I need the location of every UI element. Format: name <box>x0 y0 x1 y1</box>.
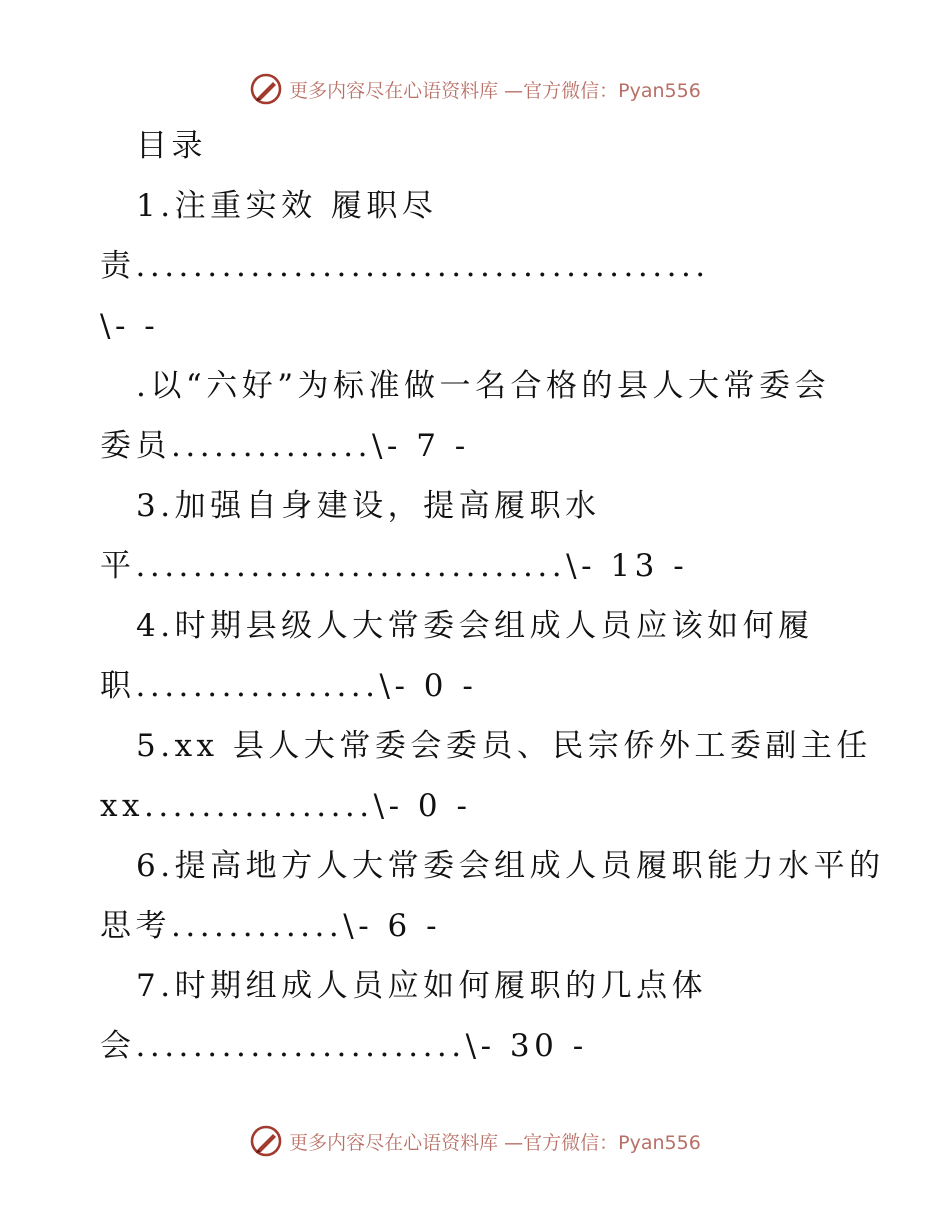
watermark-main-text: 更多内容尽在心语资料库 <box>289 79 499 102</box>
pen-logo-icon <box>249 72 283 106</box>
watermark-main-text: 更多内容尽在心语资料库 <box>289 1131 499 1154</box>
toc-line: .以“六好”为标准做一名合格的县人大常委会 <box>136 368 831 404</box>
toc-line: xx................\- 0 - <box>100 788 472 824</box>
toc-line: 委员..............\- 7 - <box>100 428 470 464</box>
toc-line: 平..............................\- 13 - <box>100 548 689 584</box>
pen-logo-icon <box>249 1124 283 1158</box>
toc-line: 责........................................ <box>100 248 710 284</box>
watermark-suffix-text: —官方微信：Pyan556 <box>504 79 701 102</box>
toc-line: \- - <box>100 308 160 344</box>
watermark-header <box>0 72 950 106</box>
watermark-footer <box>0 1124 950 1158</box>
toc-line: 6.提高地方人大常委会组成人员履职能力水平的 <box>136 848 885 884</box>
toc-title: 目录 <box>136 128 207 164</box>
toc-line: 1.注重实效 履职尽 <box>136 188 438 224</box>
toc-line: 会.......................\- 30 - <box>100 1028 588 1064</box>
toc-line: 3.加强自身建设，提高履职水 <box>136 488 601 524</box>
toc-line: 5.xx 县人大常委会委员、民宗侨外工委副主任 <box>136 728 872 764</box>
watermark-suffix-text: —官方微信：Pyan556 <box>504 1131 701 1154</box>
toc-line: 职.................\- 0 - <box>100 668 478 704</box>
toc-line: 7.时期组成人员应如何履职的几点体 <box>136 968 708 1004</box>
toc-line: 思考............\- 6 - <box>100 908 442 944</box>
toc-line: 4.时期县级人大常委会组成人员应该如何履 <box>136 608 814 644</box>
